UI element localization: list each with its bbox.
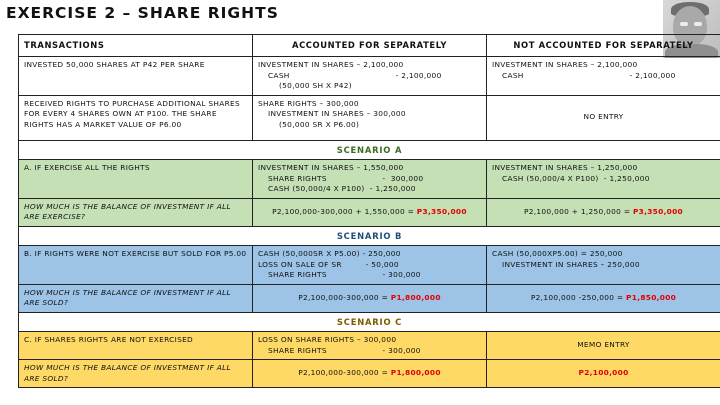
question-cell: HOW MUCH IS THE BALANCE OF INVESTMENT IF ALL ARE SOLD? — [19, 284, 253, 312]
answer-value: P1,850,000 — [626, 292, 677, 302]
page-title: EXERCISE 2 – SHARE RIGHTS — [6, 4, 279, 22]
header-accounted-separately: ACCOUNTED FOR SEPARATELY — [253, 35, 487, 57]
entry-line: INVESTMENT IN SHARES – 1,550,000 — [258, 163, 404, 172]
separate-balance-cell — [253, 360, 487, 388]
table-row — [19, 332, 720, 360]
calc-text: P2,100,000-300,000 + 1,550,000 = — [272, 206, 417, 216]
not-separate-entry-cell: MEMO ENTRY — [487, 332, 720, 360]
not-separate-entry-cell — [487, 57, 720, 96]
share-rights-table — [18, 34, 720, 388]
header-transactions: TRANSACTIONS — [19, 35, 253, 57]
transaction-cell: C. IF SHARES RIGHTS ARE NOT EXERCISED — [19, 332, 253, 360]
calc-text: P2,100,000-300,000 = — [298, 292, 391, 302]
scenario-label: SCENARIO C — [19, 312, 720, 332]
transaction-cell: RECEIVED RIGHTS TO PURCHASE ADDITIONAL SHARES FOR EVERY 4 SHARES OWN AT P100. THE SHARE RIGHTS HAS A MARKET VALUE OF P6.00 — [19, 95, 253, 140]
answer-value: P1,800,000 — [390, 368, 441, 378]
table-row — [19, 360, 720, 388]
table-row — [19, 284, 720, 312]
entry-line: CASH - 2,100,000 — [502, 70, 676, 80]
not-separate-balance-cell — [487, 198, 720, 226]
answer-value: P3,350,000 — [416, 206, 467, 216]
entry-line: SHARE RIGHTS - 300,000 — [268, 345, 421, 355]
scenario-b-header — [19, 226, 720, 246]
scenario-label: SCENARIO B — [19, 226, 720, 246]
question-cell: HOW MUCH IS THE BALANCE OF INVESTMENT IF ALL ARE SOLD? — [19, 360, 253, 388]
answer-value: P2,100,000 — [578, 368, 629, 378]
avatar-eye — [680, 22, 688, 26]
table-row — [19, 57, 720, 96]
header-row — [19, 35, 720, 57]
entry-line: SHARE RIGHTS - 300,000 — [268, 270, 421, 279]
not-separate-entry-cell: NO ENTRY — [487, 95, 720, 140]
question-cell: HOW MUCH IS THE BALANCE OF INVESTMENT IF ALL ARE EXERCISE? — [19, 198, 253, 226]
calc-text: P2,100,000-300,000 = — [298, 368, 391, 378]
separate-balance-cell — [253, 198, 487, 226]
answer-value: P3,350,000 — [632, 206, 683, 216]
header-not-accounted-separately: NOT ACCOUNTED FOR SEPARATELY — [487, 35, 720, 57]
not-separate-entry-cell — [487, 246, 720, 285]
scenario-a-header — [19, 140, 720, 160]
entry-line: CASH (50,000/4 X P100) - 1,250,000 — [502, 173, 650, 183]
calc-text: P2,100,000 + 1,250,000 = — [524, 206, 633, 216]
scenario-label: SCENARIO A — [19, 140, 720, 160]
transaction-cell: INVESTED 50,000 SHARES AT P42 PER SHARE — [19, 57, 253, 96]
separate-entry-cell — [253, 95, 487, 140]
entry-line: SHARE RIGHTS – 300,000 — [258, 98, 359, 108]
scenario-c-header — [19, 312, 720, 332]
separate-entry-cell — [253, 246, 487, 285]
entry-line: (50,000 SR X P6.00) — [279, 119, 360, 129]
entry-line: CASH (50,000SR X P5.00) - 250,000 — [258, 249, 401, 258]
transaction-cell: A. IF EXERCISE ALL THE RIGHTS — [19, 160, 253, 199]
table-row — [19, 198, 720, 226]
entry-line: CASH (50,000/4 X P100) - 1,250,000 — [268, 184, 416, 193]
entry-line: SHARE RIGHTS - 300,000 — [268, 173, 424, 183]
table-row — [19, 95, 720, 140]
entry-line: INVESTMENT IN SHARES – 2,100,000 — [492, 60, 638, 69]
entry-line: LOSS ON SHARE RIGHTS – 300,000 — [258, 335, 397, 344]
separate-entry-cell — [253, 57, 487, 96]
answer-value: P1,800,000 — [390, 292, 441, 302]
avatar-eye — [694, 22, 702, 26]
not-separate-entry-cell — [487, 160, 720, 199]
table-row — [19, 160, 720, 199]
entry-line: INVESTMENT IN SHARES – 1,250,000 — [492, 163, 638, 172]
entry-line: CASH (50,000XP5.00) = 250,000 — [492, 249, 623, 258]
separate-entry-cell — [253, 332, 487, 360]
entry-line: INVESTMENT IN SHARES – 2,100,000 — [258, 60, 404, 69]
entry-line: LOSS ON SALE OF SR - 50,000 — [258, 259, 399, 269]
separate-balance-cell — [253, 284, 487, 312]
entry-line: INVESTMENT IN SHARES – 300,000 — [268, 109, 406, 118]
calc-text: P2,100,000 -250,000 = — [530, 292, 627, 302]
transaction-cell: B. IF RIGHTS WERE NOT EXERCISE BUT SOLD FOR P5.00 — [19, 246, 253, 285]
entry-line: CASH - 2,100,000 — [268, 70, 442, 80]
entry-line: INVESTMENT IN SHARES – 250,000 — [502, 259, 640, 269]
entry-line: (50,000 SH X P42) — [279, 81, 352, 90]
not-separate-balance-cell — [487, 360, 720, 388]
table-row — [19, 246, 720, 285]
separate-entry-cell — [253, 160, 487, 199]
not-separate-balance-cell — [487, 284, 720, 312]
